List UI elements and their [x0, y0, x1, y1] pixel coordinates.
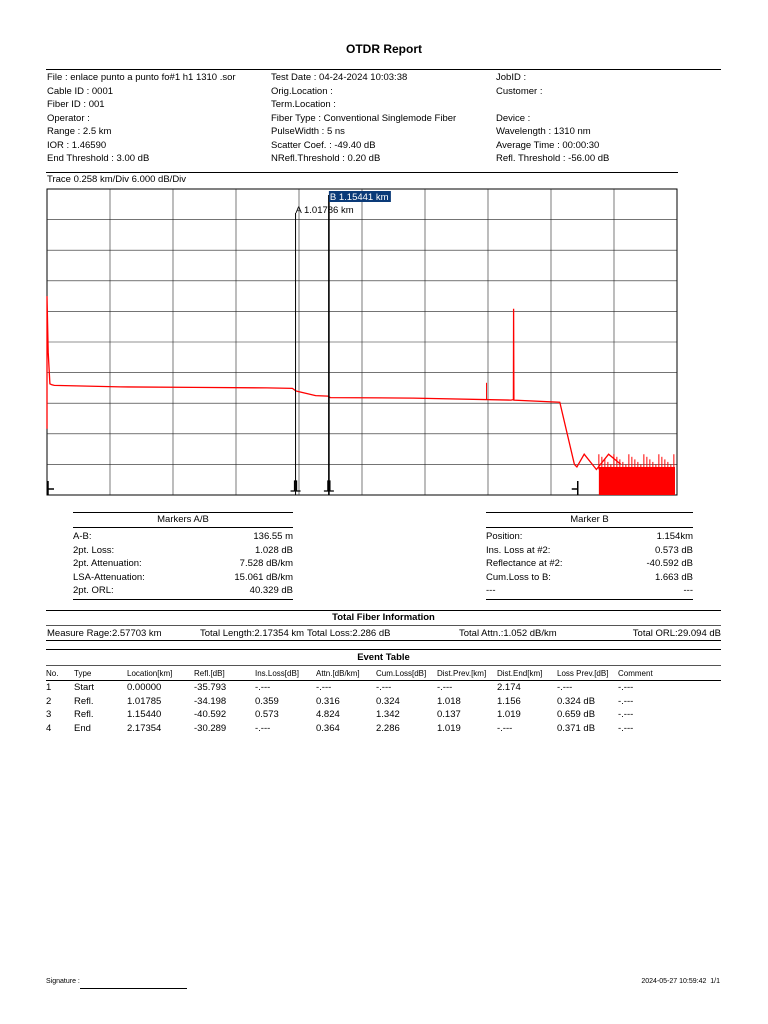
info-column-3: [496, 71, 609, 166]
event-col-header: Attn.[dB/km]: [316, 667, 376, 681]
event-cell: 0.659 dB: [557, 709, 596, 721]
event-col-header: Dist.Prev.[km]: [437, 667, 497, 681]
event-cell: 1.342: [376, 709, 400, 721]
event-col-header: Cum.Loss[dB]: [376, 667, 437, 681]
event-cell: 0.324: [376, 695, 400, 707]
event-cell: -.---: [376, 682, 392, 694]
marker-b-value: 0.573 dB: [654, 544, 693, 556]
event-cell: 0.359: [255, 695, 279, 707]
event-cell: 1.15440: [127, 709, 162, 721]
info-operator: Operator :: [47, 112, 90, 124]
signature-line: [80, 988, 187, 989]
measure-range: Measure Rage:2.57703 km: [47, 628, 162, 639]
marker-b-row: [486, 571, 693, 585]
marker-b-row: [486, 530, 693, 544]
marker-b-value: 1.154km: [656, 531, 693, 542]
event-row: [46, 681, 721, 695]
info-ior: IOR : 1.46590: [47, 139, 107, 151]
markers-ab-row: [73, 530, 293, 544]
info-average-time: Average Time : 00:00:30: [496, 139, 600, 151]
info-range: Range : 2.5 km: [47, 126, 112, 137]
marker-a-label: A 1.01786 km: [295, 205, 354, 216]
markers-ab-label: 2pt. Attenuation:: [73, 558, 142, 569]
marker-b-value: -40.592 dB: [646, 558, 693, 569]
marker-b-value: 1.663 dB: [654, 571, 693, 583]
event-row: [46, 708, 721, 722]
marker-b-value: ---: [683, 585, 693, 596]
marker-b-label: Ins. Loss at #2:: [486, 544, 551, 556]
event-cell: Refl.: [74, 709, 94, 721]
event-cell: -30.289: [194, 722, 227, 734]
event-cell: 4.824: [316, 709, 340, 721]
event-cell: 0.364: [316, 722, 340, 734]
event-cell: 2.17354: [127, 722, 162, 734]
event-col-header: No.: [46, 667, 74, 681]
markers-ab-table: [73, 512, 293, 600]
event-table-top-rule: [46, 649, 721, 650]
event-cell: -.---: [618, 722, 634, 734]
event-cell: 1.019: [437, 722, 461, 734]
event-cell: -.---: [437, 682, 453, 694]
event-col-header: Ins.Loss[dB]: [255, 667, 316, 681]
info-term-location: Term.Location :: [271, 99, 336, 110]
markers-ab-label: 2pt. ORL:: [73, 585, 114, 596]
event-col-header: Location[km]: [127, 667, 194, 681]
info-device: Device :: [496, 112, 531, 124]
info-refl-threshold: Refl. Threshold : -56.00 dB: [496, 153, 610, 164]
event-cell: -.---: [497, 722, 513, 734]
event-cell: 2.286: [376, 722, 400, 734]
info-scatter-coef: Scatter Coef. : -49.40 dB: [271, 139, 376, 151]
event-table-mid-rule: [46, 665, 721, 666]
info-fiber-type: Fiber Type : Conventional Singlemode Fiber: [271, 112, 457, 124]
event-col-header: Comment: [618, 667, 721, 681]
event-cell: End: [74, 722, 91, 734]
markers-ab-bottom-rule: [73, 599, 293, 600]
event-cell: 0.573: [255, 709, 279, 721]
event-cell: -.---: [618, 709, 634, 721]
markers-ab-value: 136.55 m: [253, 531, 293, 542]
event-cell: -.---: [316, 682, 332, 694]
markers-ab-value: 40.329 dB: [249, 585, 293, 596]
event-col-header: Dist.End[km]: [497, 667, 557, 681]
info-column-2: [271, 71, 456, 166]
event-table-header: Event Table: [357, 652, 410, 663]
marker-b-label: B 1.15441 km: [329, 192, 389, 203]
noise-floor: [599, 467, 675, 495]
info-end-threshold: End Threshold : 3.00 dB: [47, 153, 150, 164]
info-cable-id: Cable ID : 0001: [47, 85, 114, 97]
event-cell: -.---: [255, 682, 271, 694]
footer-timestamp: 2024-05-27 10:59:42: [641, 978, 707, 985]
total-fiber-header: Total Fiber Information: [332, 612, 435, 623]
markers-ab-value: 15.061 dB/km: [234, 571, 293, 583]
info-file: File : enlace punto a punto fo#1 h1 1310 .sor: [47, 72, 236, 83]
marker-b-row: [486, 584, 693, 598]
info-wavelength: Wavelength : 1310 nm: [496, 126, 591, 137]
event-cell: 0.137: [437, 709, 461, 721]
otdr-trace-chart: [46, 188, 678, 498]
footer-page: 1/1: [710, 978, 720, 985]
event-cell: 0.316: [316, 695, 340, 707]
event-cell: 1.019: [497, 709, 521, 721]
marker-b-label: ---: [486, 585, 496, 596]
marker-b-label: Reflectance at #2:: [486, 558, 563, 569]
event-cell: -.---: [255, 722, 271, 734]
event-table: [46, 667, 721, 735]
total-fiber-mid-rule: [46, 625, 721, 626]
event-cell: 4: [46, 722, 52, 734]
event-col-header: Loss Prev.[dB]: [557, 667, 618, 681]
event-cell: Start: [74, 682, 95, 694]
event-cell: 1.01785: [127, 695, 162, 707]
trace-rule: [46, 172, 678, 173]
info-blank: [496, 98, 609, 112]
info-nrefl-threshold: NRefl.Threshold : 0.20 dB: [271, 153, 381, 164]
marker-b-bottom-rule: [486, 599, 693, 600]
info-customer: Customer :: [496, 85, 543, 97]
event-cell: Refl.: [74, 695, 94, 707]
event-table-columns: [46, 667, 721, 681]
event-cell: 0.371 dB: [557, 722, 596, 734]
info-test-date: Test Date : 04-24-2024 10:03:38: [271, 72, 408, 83]
event-cell: -34.198: [194, 695, 227, 707]
marker-b-table: [486, 512, 693, 600]
event-cell: 3: [46, 709, 52, 721]
total-fiber-top-rule: [46, 610, 721, 611]
info-orig-location: Orig.Location :: [271, 85, 333, 97]
markers-ab-header: Markers A/B: [73, 512, 293, 528]
markers-ab-row: [73, 571, 293, 585]
total-orl: Total ORL:29.094 dB: [632, 628, 721, 639]
markers-ab-label: 2pt. Loss:: [73, 544, 115, 556]
markers-ab-row: [73, 557, 293, 571]
marker-b-header: Marker B: [486, 512, 693, 528]
event-cell: -.---: [557, 682, 573, 694]
event-row: [46, 695, 721, 709]
total-attn: Total Attn.:1.052 dB/km: [459, 628, 557, 639]
event-col-header: Type: [74, 667, 127, 681]
marker-b-row: [486, 544, 693, 558]
marker-b-label: Position:: [486, 531, 523, 542]
total-fiber-bottom-rule: [46, 640, 721, 641]
event-col-header: Refl.[dB]: [194, 667, 255, 681]
event-cell: 2.174: [497, 682, 521, 694]
marker-b-row: [486, 557, 693, 571]
event-cell: -.---: [618, 695, 634, 707]
event-cell: 1: [46, 682, 52, 694]
event-cell: 0.324 dB: [557, 695, 596, 707]
signature-label: Signature :: [46, 978, 80, 985]
event-cell: -35.793: [194, 682, 227, 694]
total-loss: Total Loss:2.286 dB: [307, 628, 391, 639]
info-pulse-width: PulseWidth : 5 ns: [271, 126, 345, 137]
info-fiber-id: Fiber ID : 001: [47, 99, 105, 110]
event-cell: 0.00000: [127, 682, 162, 694]
report-title: OTDR Report: [346, 42, 422, 56]
markers-ab-value: 7.528 dB/km: [239, 558, 293, 569]
info-job-id: JobID :: [496, 72, 527, 83]
event-row: [46, 722, 721, 736]
header-rule: [46, 69, 721, 70]
event-cell: -40.592: [194, 709, 227, 721]
total-length: Total Length:2.17354 km: [200, 628, 305, 639]
markers-ab-label: LSA-Attenuation:: [73, 571, 145, 583]
marker-b-label: Cum.Loss to B:: [486, 571, 551, 583]
event-cell: 1.018: [437, 695, 461, 707]
markers-ab-value: 1.028 dB: [254, 544, 293, 556]
info-column-1: [47, 71, 236, 166]
chart-grid: [47, 189, 677, 495]
footer-stamp: [641, 978, 720, 985]
event-cell: 1.156: [497, 695, 521, 707]
event-cell: -.---: [618, 682, 634, 694]
trace-scale-label: Trace 0.258 km/Div 6.000 dB/Div: [47, 174, 187, 185]
markers-ab-row: [73, 544, 293, 558]
markers-ab-row: [73, 584, 293, 598]
event-cell: 2: [46, 695, 52, 707]
markers-ab-label: A-B:: [73, 531, 92, 542]
